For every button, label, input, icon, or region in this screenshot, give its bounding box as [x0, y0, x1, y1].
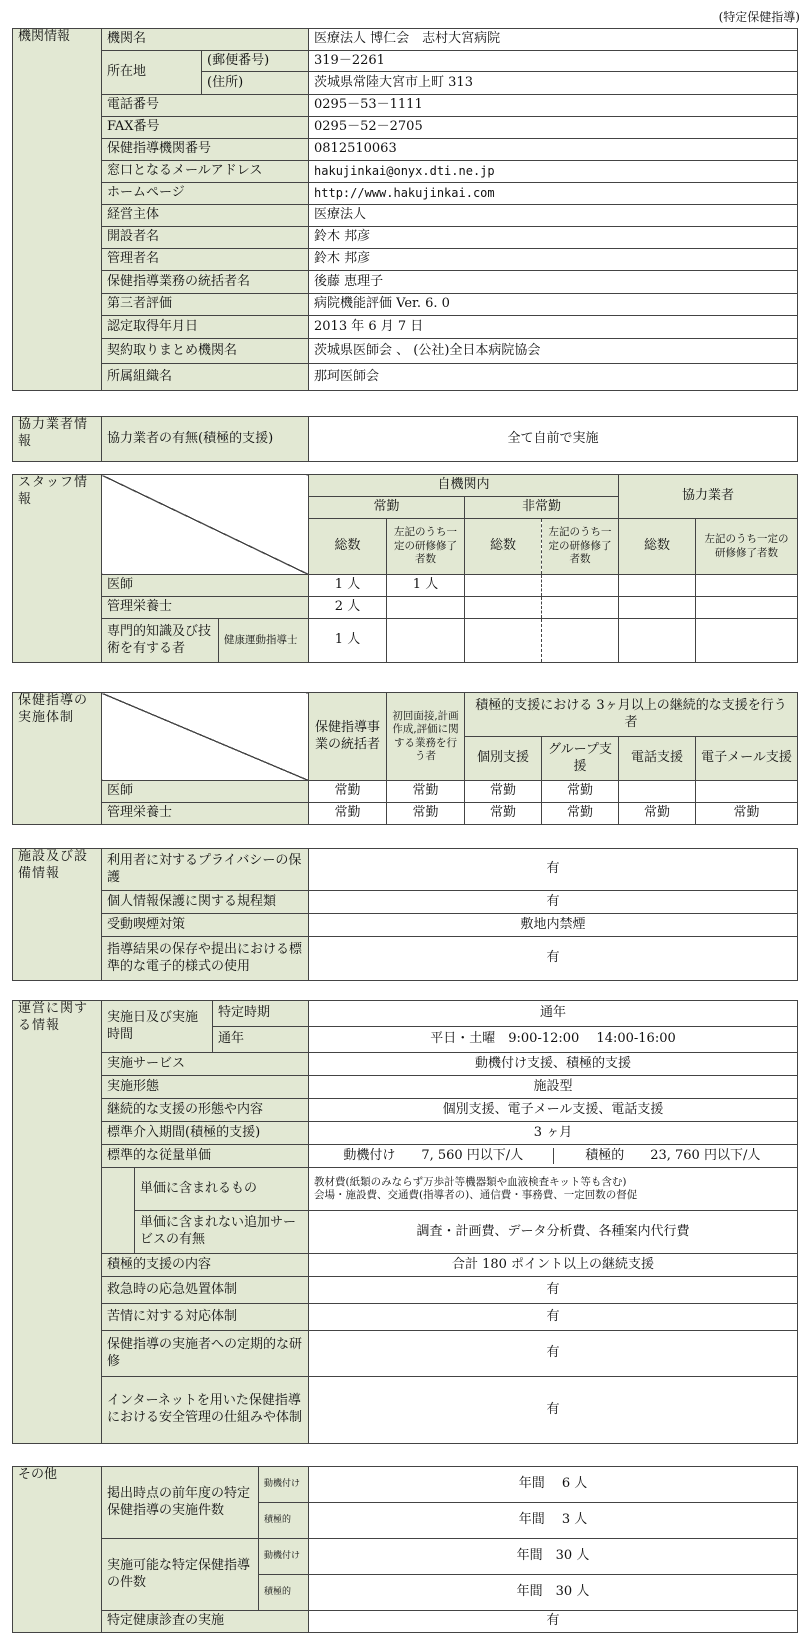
facility-info-table [12, 848, 798, 981]
cell: 常勤 [465, 781, 542, 803]
phone-header: 電話支援 [619, 737, 696, 781]
address-value: 茨城県常陸大宮市上町 313 [309, 72, 798, 95]
ft-trained: 1 人 [387, 575, 465, 597]
phone-value: 0295－53－1111 [309, 95, 798, 117]
admin-value: 鈴木 邦彦 [309, 249, 798, 271]
schedule-label: 実施日及び実施時間 [102, 1001, 213, 1053]
checkup-label: 特定健康診査の実施 [102, 1611, 309, 1633]
pt-total [465, 597, 542, 619]
active-support-header: 積極的支援における 3ヶ月以上の継続的な支援を行う者 [465, 693, 798, 737]
management-value: 医療法人 [309, 205, 798, 227]
fax-label: FAX番号 [102, 117, 309, 139]
active-label: 積極的 [259, 1575, 309, 1611]
individual-header: 個別支援 [465, 737, 542, 781]
yearround-value: 平日・土曜 9:00-12:00 14:00-16:00 [309, 1027, 798, 1053]
cell: 常勤 [309, 781, 387, 803]
name-label: 機関名 [102, 29, 309, 51]
evaluation-value: 病院機能評価 Ver. 6. 0 [309, 294, 798, 316]
included-label: 単価に含まれるもの [135, 1168, 309, 1211]
cell: 常勤 [696, 803, 798, 825]
continuous-label: 継続的な支援の形態や内容 [102, 1099, 309, 1122]
staff-row-label: 医師 [102, 575, 309, 597]
cell: 常勤 [309, 803, 387, 825]
email-label: 窓口となるメールアドレス [102, 161, 309, 183]
section-label: 施設及び設備情報 [13, 849, 102, 981]
prev-active-value: 年間 3 人 [309, 1503, 798, 1539]
checkup-value: 有 [309, 1611, 798, 1633]
service-label: 実施サービス [102, 1053, 309, 1076]
included-value [309, 1168, 798, 1211]
p-total-header: 総数 [619, 519, 696, 575]
internet-label: インターネットを用いた保健指導における安全管理の仕組みや体制 [102, 1377, 309, 1444]
founder-label: 開設者名 [102, 227, 309, 249]
form-value: 施設型 [309, 1076, 798, 1099]
admin-label: 管理者名 [102, 249, 309, 271]
pt-total [465, 619, 542, 663]
price-label: 標準的な従量単価 [102, 1145, 309, 1168]
cell: 常勤 [387, 781, 465, 803]
section-label: その他 [13, 1467, 102, 1633]
pt-trained [542, 619, 619, 663]
affiliation-value: 那珂医師会 [309, 364, 798, 391]
partner-label: 協力業者の有無(積極的支援) [102, 417, 309, 462]
operation-info-table [12, 1000, 798, 1444]
complaint-value: 有 [309, 1304, 798, 1331]
price-indent [102, 1211, 135, 1254]
period-value: 3 ヶ月 [309, 1122, 798, 1145]
partner-header: 協力業者 [619, 475, 798, 519]
training-label: 保健指導の実施者への定期的な研修 [102, 1331, 309, 1377]
internet-value: 有 [309, 1377, 798, 1444]
p-trained [696, 597, 798, 619]
location-label: 所在地 [102, 51, 202, 95]
included-line-1: 教材費(紙類のみならず万歩計等機器類や血液検査キット等も含む) [314, 1175, 627, 1188]
section-label: 機関情報 [13, 29, 102, 391]
ft-total: 2 人 [309, 597, 387, 619]
facility-label: 指導結果の保存や提出における標準的な電子的様式の使用 [102, 937, 309, 981]
yearround-label: 通年 [213, 1027, 309, 1053]
included-line-2: 会場・施設費、交通費(指導者の)、通信費・事務費、一定回数の督促 [314, 1189, 638, 1201]
ft-trained [387, 619, 465, 663]
supervisor-value: 後藤 恵理子 [309, 271, 798, 294]
part-time-header: 非常勤 [465, 497, 619, 519]
cell [696, 781, 798, 803]
pt-trained-header: 左記のうち一定の研修修了者数 [542, 519, 619, 575]
postal-label: (郵便番号) [202, 51, 309, 72]
form-label: 実施形態 [102, 1076, 309, 1099]
p-total [619, 575, 696, 597]
full-time-header: 常勤 [309, 497, 465, 519]
supervisor-label: 保健指導業務の統括者名 [102, 271, 309, 294]
inst-no-value: 0812510063 [309, 139, 798, 161]
excluded-value: 調査・計画費、データ分析費、各種案内代行費 [309, 1211, 798, 1254]
cell: 常勤 [619, 803, 696, 825]
excluded-label: 単価に含まれない追加サービスの有無 [135, 1211, 309, 1254]
cell [619, 781, 696, 803]
prev-motivation-value: 年間 6 人 [309, 1467, 798, 1503]
ft-total-header: 総数 [309, 519, 387, 575]
cell: 常勤 [542, 803, 619, 825]
ft-trained [387, 597, 465, 619]
evaluation-label: 第三者評価 [102, 294, 309, 316]
service-value: 動機付け支援、積極的支援 [309, 1053, 798, 1076]
expert-label: 専門的知識及び技術を有する者 [102, 619, 219, 663]
emergency-label: 救急時の応急処置体制 [102, 1277, 309, 1304]
system-row-label: 医師 [102, 781, 309, 803]
prev-label: 掲出時点の前年度の特定保健指導の実施件数 [102, 1467, 259, 1539]
section-label: 協力業者情報 [13, 417, 102, 462]
motivation-label: 動機付け [259, 1467, 309, 1503]
facility-value: 有 [309, 937, 798, 981]
organization-info-table [12, 28, 798, 391]
facility-label: 利用者に対するプライバシーの保護 [102, 849, 309, 891]
facility-value: 有 [309, 849, 798, 891]
implementation-system-table [12, 692, 798, 825]
price-active: 積極的 23, 760 円以下/人 [553, 1148, 793, 1165]
continuous-value: 個別支援、電子メール支援、電話支援 [309, 1099, 798, 1122]
org-name: 医療法人 博仁会 志村大宮病院 [309, 29, 798, 51]
staff-row-label: 管理栄養士 [102, 597, 309, 619]
facility-value: 敷地内禁煙 [309, 914, 798, 937]
emergency-value: 有 [309, 1277, 798, 1304]
other-info-table [12, 1466, 798, 1633]
p-total [619, 597, 696, 619]
possible-label: 実施可能な特定保健指導の件数 [102, 1539, 259, 1611]
expert-sub-label: 健康運動指導士 [219, 619, 309, 663]
header-diagonal [102, 475, 309, 575]
cert-date-value: 2013 年 6 月 7 日 [309, 316, 798, 339]
system-row-label: 管理栄養士 [102, 803, 309, 825]
active-label: 積極的 [259, 1503, 309, 1539]
cell: 常勤 [465, 803, 542, 825]
possible-motivation-value: 年間 30 人 [309, 1539, 798, 1575]
partner-info-table [12, 416, 798, 462]
cell: 常勤 [542, 781, 619, 803]
initial-header: 初回面接,計画作成,評価に関する業務を行う者 [387, 693, 465, 781]
pt-trained [542, 597, 619, 619]
section-label: 保健指導の実施体制 [13, 693, 102, 825]
header-diagonal [102, 693, 309, 781]
email-value[interactable]: hakujinkai@onyx.dti.ne.jp [309, 161, 798, 183]
price-indent [102, 1168, 135, 1211]
document-type-tag: (特定保健指導) [718, 10, 800, 24]
pt-trained [542, 575, 619, 597]
price-value [309, 1145, 798, 1168]
active-content-value: 合計 180 ポイント以上の継続支援 [309, 1254, 798, 1277]
management-label: 経営主体 [102, 205, 309, 227]
training-value: 有 [309, 1331, 798, 1377]
own-header: 自機関内 [309, 475, 619, 497]
facility-label: 個人情報保護に関する規程類 [102, 891, 309, 914]
fax-value: 0295－52－2705 [309, 117, 798, 139]
complaint-label: 苦情に対する対応体制 [102, 1304, 309, 1331]
specific-value: 通年 [309, 1001, 798, 1027]
ft-trained-header: 左記のうち一定の研修修了者数 [387, 519, 465, 575]
section-label: 運営に関する情報 [13, 1001, 102, 1444]
postal-value: 319－2261 [309, 51, 798, 72]
pt-total-header: 総数 [465, 519, 542, 575]
cell: 常勤 [387, 803, 465, 825]
facility-label: 受動喫煙対策 [102, 914, 309, 937]
specific-label: 特定時期 [213, 1001, 309, 1027]
staff-info-table [12, 474, 798, 663]
price-motivation: 動機付け 7, 560 円以下/人 [343, 1147, 524, 1163]
section-label: スタッフ情報 [13, 475, 102, 663]
address-label: (住所) [202, 72, 309, 95]
period-label: 標準介入期間(積極的支援) [102, 1122, 309, 1145]
possible-active-value: 年間 30 人 [309, 1575, 798, 1611]
supervisor-header: 保健指導事業の統括者 [309, 693, 387, 781]
ft-total: 1 人 [309, 619, 387, 663]
cert-date-label: 認定取得年月日 [102, 316, 309, 339]
p-total [619, 619, 696, 663]
pt-total [465, 575, 542, 597]
founder-value: 鈴木 邦彦 [309, 227, 798, 249]
p-trained [696, 575, 798, 597]
p-trained [696, 619, 798, 663]
homepage-label: ホームページ [102, 183, 309, 205]
contract-value: 茨城県医師会 、 (公社)全日本病院協会 [309, 339, 798, 364]
ft-total: 1 人 [309, 575, 387, 597]
contract-label: 契約取りまとめ機関名 [102, 339, 309, 364]
homepage-link[interactable]: http://www.hakujinkai.com [309, 183, 798, 205]
partner-value: 全て自前で実施 [309, 417, 798, 462]
phone-label: 電話番号 [102, 95, 309, 117]
email-header: 電子メール支援 [696, 737, 798, 781]
active-content-label: 積極的支援の内容 [102, 1254, 309, 1277]
affiliation-label: 所属組織名 [102, 364, 309, 391]
inst-no-label: 保健指導機関番号 [102, 139, 309, 161]
p-trained-header: 左記のうち一定の研修修了者数 [696, 519, 798, 575]
motivation-label: 動機付け [259, 1539, 309, 1575]
group-header: グループ支援 [542, 737, 619, 781]
facility-value: 有 [309, 891, 798, 914]
